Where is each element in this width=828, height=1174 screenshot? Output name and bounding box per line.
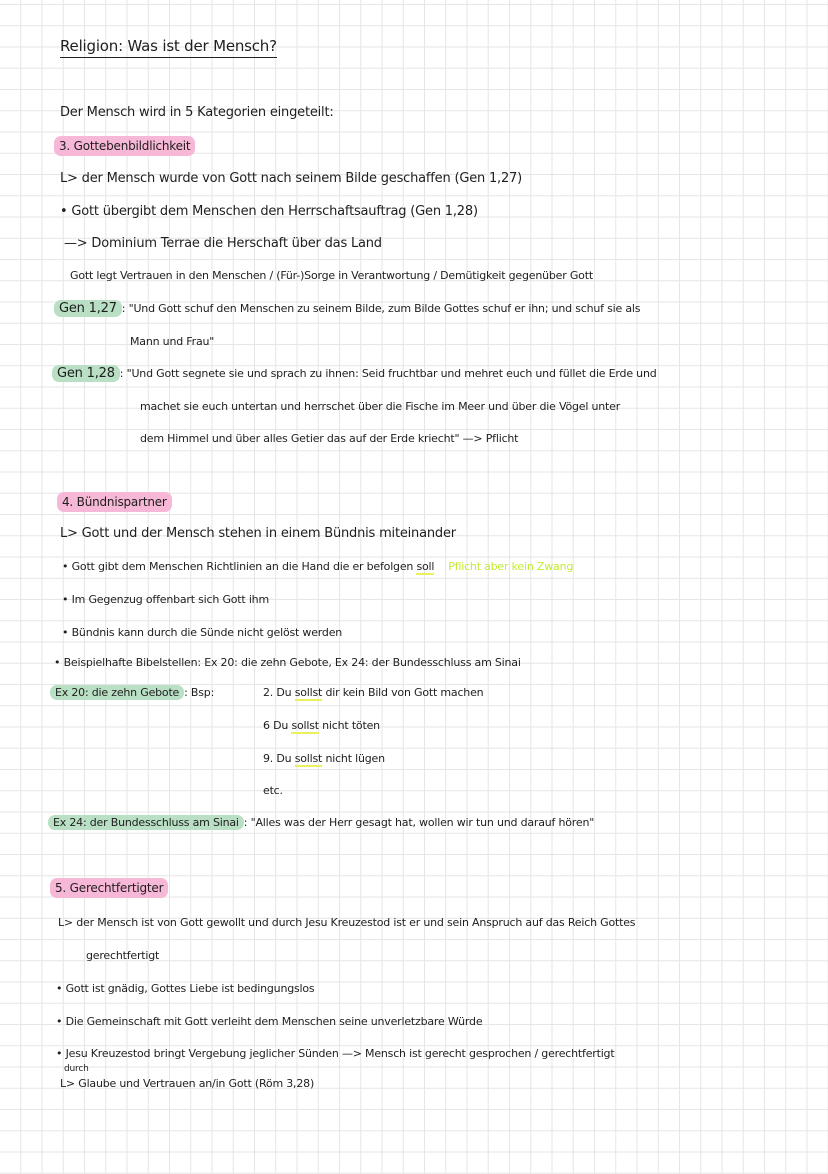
soll-underlined: soll: [416, 560, 435, 573]
s5-line-1b: gerechtfertigt: [86, 949, 160, 962]
gen128-quote-c: dem Himmel und über alles Getier das auf der Erde kriecht" —> Pflicht: [140, 432, 519, 445]
s5-line-4: • Jesu Kreuzestod bringt Vergebung jeglicher Sünden —> Mensch ist gerecht gesprochen / gerechtfertigt: [56, 1047, 615, 1060]
gen127-quote-a: : "Und Gott schuf den Menschen zu seinem Bilde, zum Bilde Gottes schuf er ihn; und schuf sie als: [121, 302, 641, 315]
section-5-heading: 5. Gerechtfertigter: [50, 878, 168, 898]
ex20-row: [50, 684, 214, 702]
gen127-quote-b: Mann und Frau": [130, 335, 215, 348]
gen128-quote-a: : "Und Gott segnete sie und sprach zu ihnen: Seid fruchtbar und mehret euch und füllet die Erde und: [119, 367, 657, 380]
section-3-heading: 3. Gottebenbildlichkeit: [54, 136, 195, 156]
s5-line-5: L> Glaube und Vertrauen an/in Gott (Röm 3,28): [60, 1077, 315, 1090]
s3-line-1: L> der Mensch wurde von Gott nach seinem Bilde geschaffen (Gen 1,27): [60, 171, 522, 186]
s3-line-2: • Gott übergibt dem Menschen den Herrschaftsauftrag (Gen 1,28): [60, 204, 478, 219]
s4-line-1: L> Gott und der Mensch stehen in einem Bündnis miteinander: [60, 526, 456, 541]
intro-text: Der Mensch wird in 5 Kategorien eingeteilt:: [60, 105, 334, 120]
pflicht-note: Pflicht aber kein Zwang: [448, 560, 574, 573]
sollst-underlined: sollst: [294, 752, 323, 765]
s4-line-2: [62, 558, 573, 576]
commandment-etc: etc.: [263, 784, 283, 797]
gen128-quote: [52, 365, 657, 383]
commandment-3: 9. Du sollst nicht lügen: [263, 752, 385, 765]
gen127-ref-highlight: Gen 1,27: [54, 300, 122, 317]
gen128-ref-highlight: Gen 1,28: [52, 365, 120, 382]
sollst-underlined: sollst: [294, 686, 323, 699]
s5-line-3: • Die Gemeinschaft mit Gott verleiht dem Menschen seine unverletzbare Würde: [56, 1015, 483, 1028]
commandment-2: 6 Du sollst nicht töten: [263, 719, 380, 732]
ex24-quote: : "Alles was der Herr gesagt hat, wollen wir tun und darauf hören": [243, 816, 595, 829]
ex20-bsp: : Bsp:: [184, 686, 215, 699]
ex24-row: [48, 814, 594, 832]
s4-line-3: • Im Gegenzug offenbart sich Gott ihm: [62, 593, 269, 606]
ex24-ref-highlight: Ex 24: der Bundesschluss am Sinai: [48, 815, 244, 830]
section-4-heading: 4. Bündnispartner: [57, 492, 172, 512]
ex20-ref-highlight: Ex 20: die zehn Gebote: [50, 685, 184, 700]
page-title: Religion: Was ist der Mensch?: [60, 37, 277, 58]
s5-line-2: • Gott ist gnädig, Gottes Liebe ist bedingungslos: [56, 982, 315, 995]
gen128-quote-b: machet sie euch untertan und herrschet über die Fische im Meer und über die Vögel unter: [140, 400, 621, 413]
s5-line-1: L> der Mensch ist von Gott gewollt und durch Jesu Kreuzestod ist er und sein Anspruch auf das Reich Gottes: [58, 916, 636, 929]
s4-line-2-text: • Gott gibt dem Menschen Richtlinien an die Hand die er befolgen: [62, 560, 417, 573]
commandment-1: 2. Du sollst dir kein Bild von Gott machen: [263, 686, 484, 699]
s3-line-3: —> Dominium Terrae die Herschaft über das Land: [64, 236, 382, 251]
s4-line-5: • Beispielhafte Bibelstellen: Ex 20: die zehn Gebote, Ex 24: der Bundesschluss am Sinai: [54, 656, 521, 669]
gen127-quote: [54, 300, 640, 318]
s3-line-4: Gott legt Vertrauen in den Menschen / (Für-)Sorge in Verantwortung / Demütigkeit gegenüber Gott: [70, 269, 593, 282]
s5-durch-note: durch: [64, 1064, 89, 1074]
sollst-underlined: sollst: [291, 719, 319, 732]
s4-line-4: • Bündnis kann durch die Sünde nicht gelöst werden: [62, 626, 343, 639]
